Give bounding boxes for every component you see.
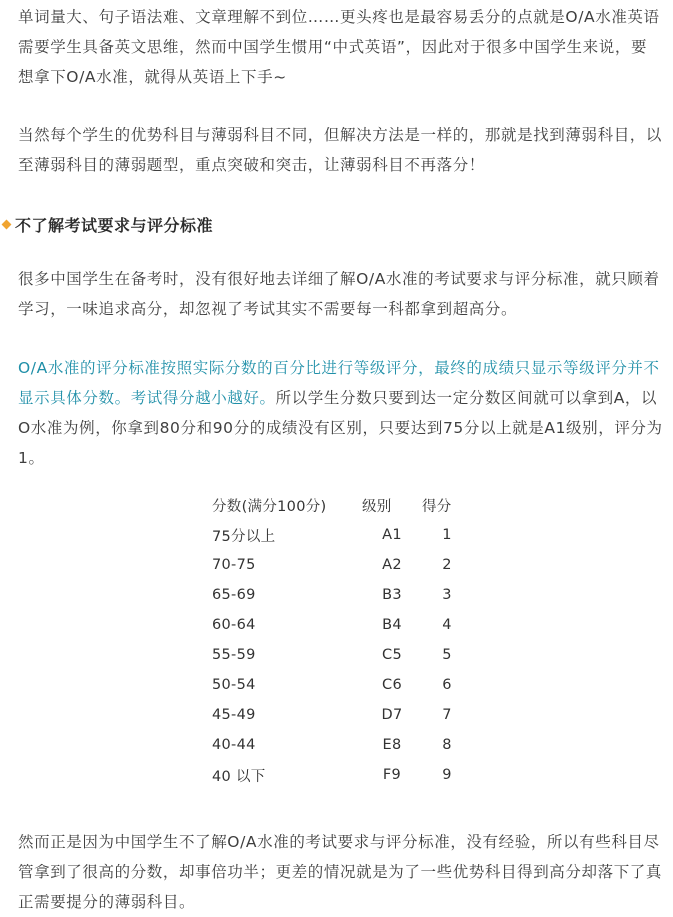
grade: A2 xyxy=(382,557,402,573)
score-range: 40 以下 xyxy=(212,768,266,785)
table-row xyxy=(204,700,472,730)
highlight-text: O/A水准的评分标准按照实际分数的百分比进行等级评分，最终的成绩只显示等级评分并不显示具体分数。考试得分越小越好。 xyxy=(18,359,660,407)
table-row xyxy=(204,730,472,760)
grade: B3 xyxy=(382,587,402,603)
table-row xyxy=(204,550,472,580)
table-row xyxy=(204,760,472,790)
score-range: 55-59 xyxy=(212,647,256,663)
section-paragraph-2 xyxy=(18,353,663,473)
points: 4 xyxy=(442,617,452,633)
table-row xyxy=(204,640,472,670)
points: 9 xyxy=(442,767,452,783)
score-range: 50-54 xyxy=(212,677,256,693)
grade: B4 xyxy=(382,617,402,633)
closing-paragraph: 然而正是因为中国学生不了解O/A水准的考试要求与评分标准，没有经验，所以有些科目尽管拿到了很高的分数，却事倍功半；更差的情况就是为了一些优势科目得到高分却落下了真正需要提分的薄弱科目。 xyxy=(18,833,663,911)
points: 5 xyxy=(442,647,452,663)
section-heading xyxy=(0,209,213,239)
score-range: 40-44 xyxy=(212,737,256,753)
grade: A1 xyxy=(382,527,402,543)
table-row xyxy=(204,610,472,640)
score-range: 45-49 xyxy=(212,707,256,723)
header-score: 分数(满分100分) xyxy=(212,498,327,515)
intro-paragraph-2: 当然每个学生的优势科目与薄弱科目不同，但解决方法是一样的，那就是找到薄弱科目，以至薄弱科目的薄弱题型，重点突破和突击，让薄弱科目不再落分！ xyxy=(18,126,663,174)
grade: D7 xyxy=(381,707,403,723)
diamond-bullet-icon xyxy=(2,219,12,229)
score-range: 75分以上 xyxy=(212,528,276,545)
header-grade: 级别 xyxy=(362,498,392,515)
score-range: 70-75 xyxy=(212,557,256,573)
score-range: 65-69 xyxy=(212,587,256,603)
points: 7 xyxy=(442,707,452,723)
plain-text: 所以学生分数只要到达一定分数区间就可以拿到A，以O水准为例，你拿到80分和90分的成绩没有区别，只要达到75分以上就是A1级别，评分为1。 xyxy=(18,389,663,467)
points: 3 xyxy=(442,587,452,603)
points: 2 xyxy=(442,557,452,573)
section-paragraph-1: 很多中国学生在备考时，没有很好地去详细了解O/A水准的考试要求与评分标准，就只顾着学习，一味追求高分，却忽视了考试其实不需要每一科都拿到超高分。 xyxy=(18,270,660,318)
grade: E8 xyxy=(382,737,402,753)
header-points: 得分 xyxy=(422,498,452,515)
score-range: 60-64 xyxy=(212,617,256,633)
points: 1 xyxy=(442,527,452,543)
table-header-row xyxy=(204,490,472,520)
points: 8 xyxy=(442,737,452,753)
section-heading-text: 不了解考试要求与评分标准 xyxy=(15,215,214,235)
grading-table xyxy=(204,490,472,790)
table-row xyxy=(204,520,472,550)
grade: C6 xyxy=(382,677,402,693)
intro-paragraph-1: 单词量大、句子语法难、文章理解不到位……更头疼也是最容易丢分的点就是O/A水准英语需要学生具备英文思维，然而中国学生惯用“中式英语”，因此对于很多中国学生来说，要想拿下O/A水准，就得从英语上下手~ xyxy=(18,8,660,86)
table-row xyxy=(204,670,472,700)
grade: C5 xyxy=(382,647,402,663)
grade: F9 xyxy=(382,767,402,783)
points: 6 xyxy=(442,677,452,693)
table-row xyxy=(204,580,472,610)
